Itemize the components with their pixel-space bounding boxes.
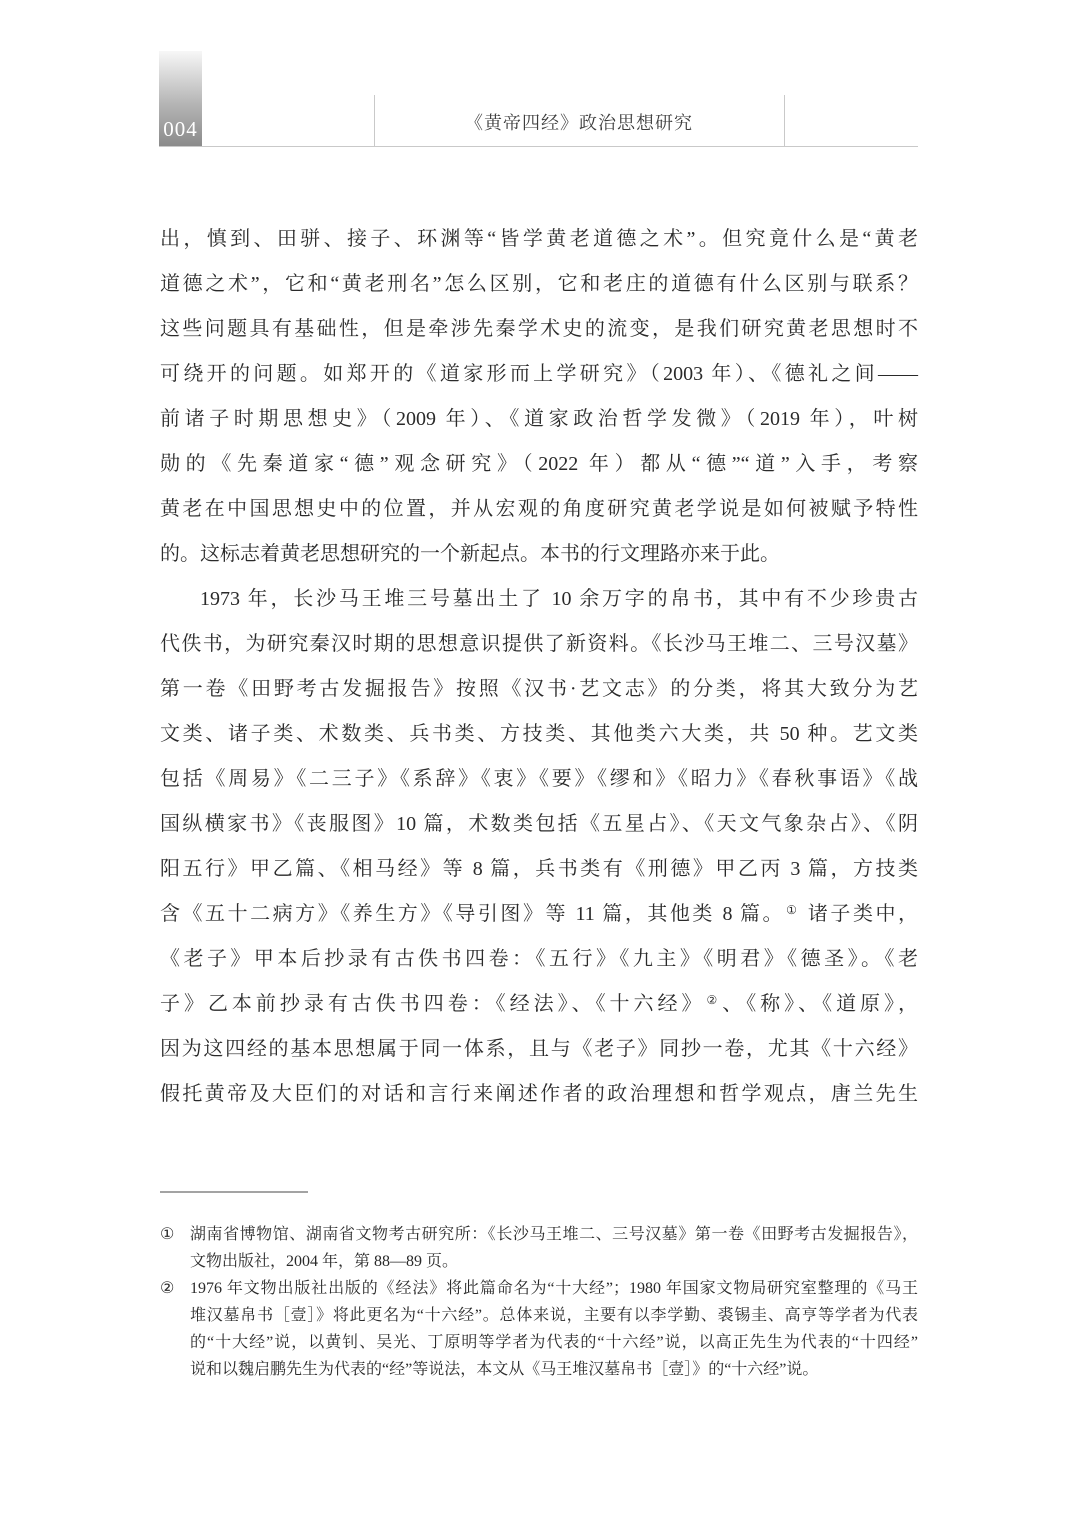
page-number-bar (159, 51, 202, 147)
footnote-line: 1976 年文物出版社出版的《经法》将此篇命名为“十大经”；1980 年国家文物局研究室整理的《马王 (190, 1280, 918, 1297)
footnote-ref: ① (786, 903, 800, 917)
body-line: 的。这标志着黄老思想研究的一个新起点。本书的行文理路亦来于此。 (160, 543, 780, 565)
body-line: 子》乙本前抄录有古佚书四卷：《经法》、《十六经》②、《称》、《道原》， (160, 993, 919, 1015)
body-line: 国纵横家书》《丧服图》10 篇，术数类包括《五星占》、《天文气象杂占》、《阴 (160, 813, 918, 835)
body-line: 可绕开的问题。如郑开的《道家形而上学研究》（2003 年）、《德礼之间—— (160, 363, 918, 385)
body-line: 1973 年，长沙马王堆三号墓出土了 10 余万字的帛书，其中有不少珍贵古 (200, 588, 918, 610)
body-line: 出，慎到、田骈、接子、环渊等“皆学黄老道德之术”。但究竟什么是“黄老 (160, 228, 918, 250)
footnote-line: 湖南省博物馆、湖南省文物考古研究所：《长沙马王堆二、三号汉墓》第一卷《田野考古发掘报告》， (190, 1226, 918, 1243)
body-line: 《老子》甲本后抄录有古佚书四卷：《五行》《九主》《明君》《德圣》。《老 (160, 948, 918, 970)
header-divider-right (784, 95, 785, 146)
body-line: 假托黄帝及大臣们的对话和言行来阐述作者的政治理想和哲学观点，唐兰先生 (160, 1083, 918, 1105)
body-line: 勋的《先秦道家“德”观念研究》（2022 年）都从“德”“道”入手，考察 (160, 453, 918, 475)
page-number: 004 (163, 117, 198, 141)
footnote-line: 文物出版社，2004 年，第 88—89 页。 (190, 1253, 459, 1270)
body-line: 代佚书，为研究秦汉时期的思想意识提供了新资料。《长沙马王堆二、三号汉墓》 (160, 633, 918, 655)
body-line: 含《五十二病方》《养生方》《导引图》等 11 篇，其他类 8 篇。① 诸子类中， (160, 903, 919, 925)
footnote-item (160, 1221, 918, 1275)
body-line: 包括《周易》《二三子》《系辞》《衷》《要》《缪和》《昭力》《春秋事语》《战 (160, 768, 918, 790)
footnotes (160, 1221, 918, 1383)
footnote-ref: ② (706, 993, 722, 1007)
footnote-line: 的“十大经”说，以黄钊、吴光、丁原明等学者为代表的“十六经”说，以高正先生为代表的“十四经” (190, 1334, 918, 1351)
body-line: 阳五行》甲乙篇、《相马经》等 8 篇，兵书类有《刑德》甲乙丙 3 篇，方技类 (160, 858, 918, 880)
footnote-separator (160, 1191, 308, 1193)
header-rule (159, 146, 918, 147)
footnote-marker: ① (160, 1226, 175, 1243)
body-line: 黄老在中国思想史中的位置，并从宏观的角度研究黄老学说是如何被赋予特性 (160, 498, 918, 520)
footnote-line: 堆汉墓帛书［壹］》将此更名为“十六经”。总体来说，主要有以李学勤、裘锡圭、高亨等学者为代表 (190, 1307, 918, 1324)
body-line: 这些问题具有基础性，但是牵涉先秦学术史的流变，是我们研究黄老思想时不 (160, 318, 918, 340)
footnote-marker: ② (160, 1280, 175, 1297)
footnote-item (160, 1275, 918, 1383)
running-title: 《黄帝四经》政治思想研究 (465, 113, 693, 133)
body-line: 第一卷《田野考古发掘报告》按照《汉书·艺文志》的分类，将其大致分为艺 (160, 678, 918, 700)
body-line: 道德之术”，它和“黄老刑名”怎么区别，它和老庄的道德有什么区别与联系？ (160, 273, 918, 295)
footnote-line: 说和以魏启鹏先生为代表的“经”等说法，本文从《马王堆汉墓帛书［壹］》的“十六经”说。 (190, 1361, 819, 1378)
body-line: 前诸子时期思想史》（2009 年）、《道家政治哲学发微》（2019 年），叶树 (160, 408, 918, 430)
body-line: 文类、诸子类、术数类、兵书类、方技类、其他类六大类，共 50 种。艺文类 (160, 723, 918, 745)
body-text (160, 217, 918, 1117)
body-line: 因为这四经的基本思想属于同一体系，且与《老子》同抄一卷，尤其《十六经》 (160, 1038, 918, 1060)
